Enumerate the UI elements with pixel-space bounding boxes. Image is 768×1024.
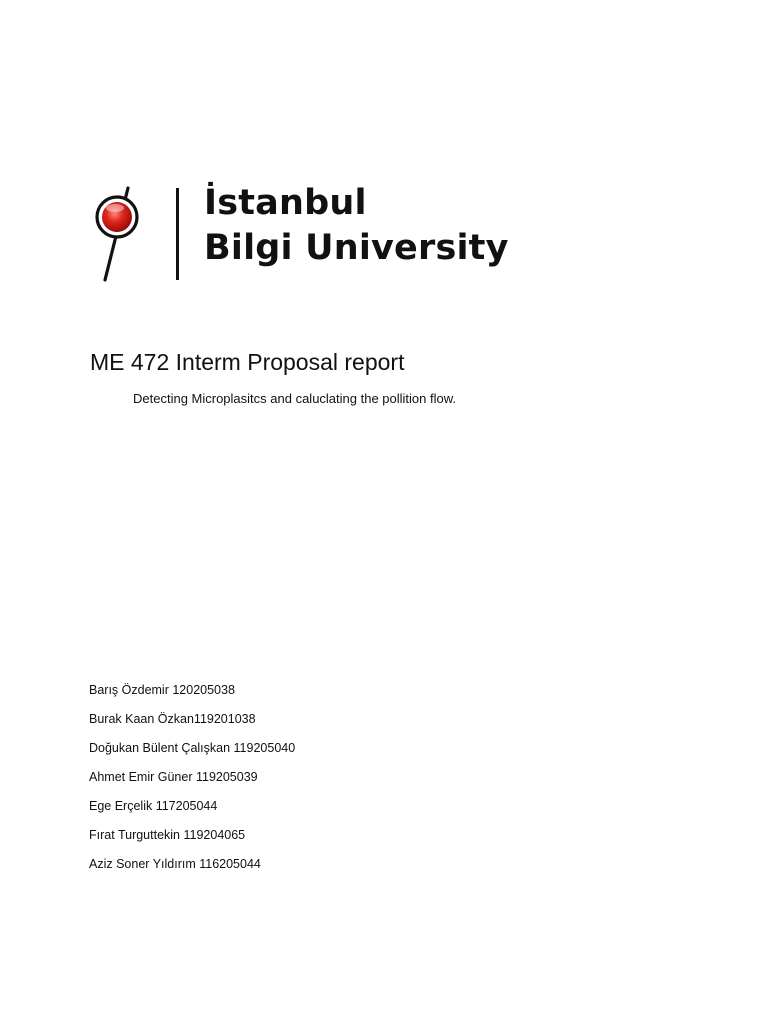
logo-divider: [176, 188, 179, 280]
report-title: ME 472 Interm Proposal report: [90, 349, 405, 375]
author-entry: Barış Özdemir 120205038: [89, 683, 235, 697]
university-wordmark: [204, 183, 509, 268]
author-entry: Fırat Turguttekin 119204065: [89, 828, 246, 842]
author-entry: Doğukan Bülent Çalışkan 119205040: [89, 741, 296, 755]
university-emblem-icon: [92, 182, 152, 286]
author-entry: Ege Erçelik 117205044: [89, 799, 218, 813]
author-entry: Ahmet Emir Güner 119205039: [89, 770, 258, 784]
author-list: [89, 682, 295, 885]
author-entry: Burak Kaan Özkan119201038: [89, 712, 256, 726]
wordmark-line-bilgi-university: Bilgi University: [204, 228, 509, 268]
university-logo: [92, 182, 509, 286]
wordmark-line-istanbul: İstanbul: [204, 183, 367, 223]
author-entry: Aziz Soner Yıldırım 116205044: [89, 857, 261, 871]
report-subtitle: Detecting Microplasitcs and caluclating the pollition flow.: [133, 391, 457, 406]
